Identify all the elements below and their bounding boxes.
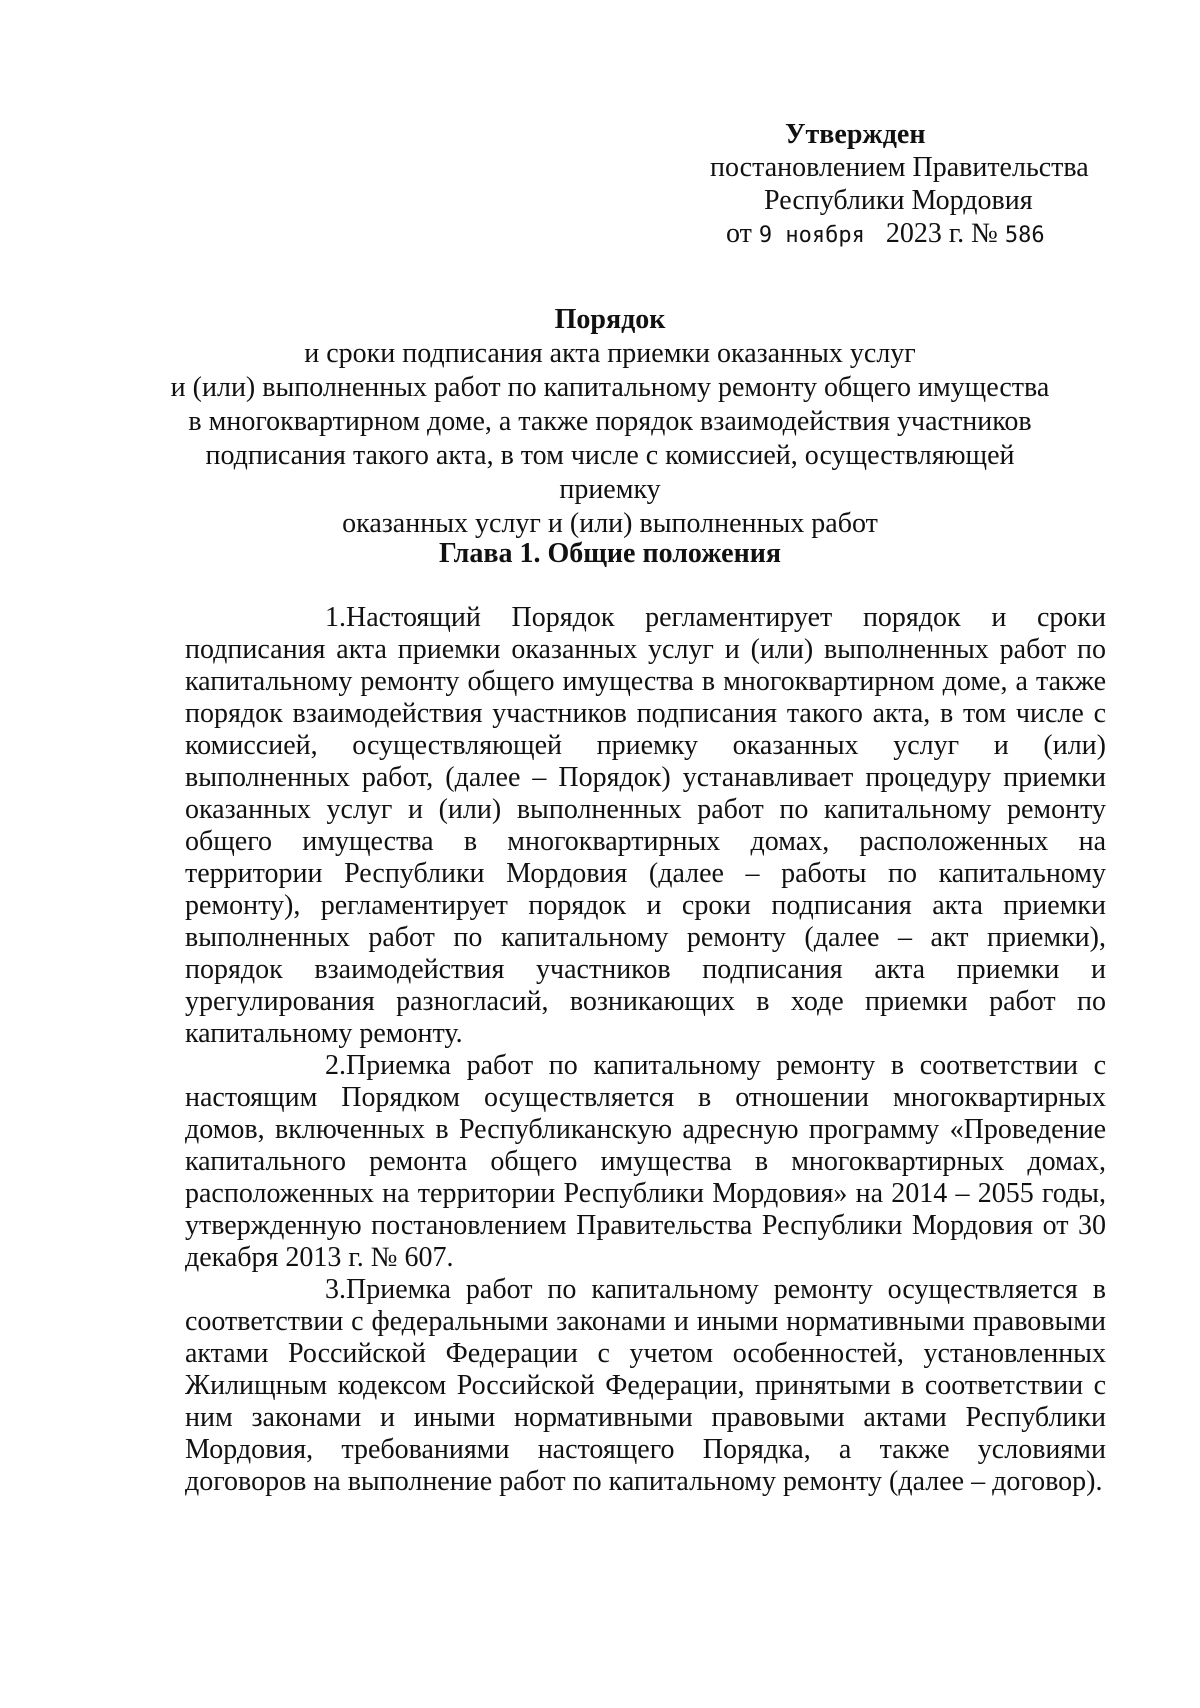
- heading-line-5: оказанных услуг и (или) выполненных работ: [342, 508, 878, 539]
- paragraph-3: [185, 1274, 1106, 1498]
- paragraph-1: [185, 602, 1106, 1050]
- heading-line-2: и (или) выполненных работ по капитальному ремонту общего имущества: [170, 372, 1050, 403]
- heading-line-4: подписания такого акта, в том числе с комиссией, осуществляющей приемку: [205, 440, 1015, 505]
- approval-line-2: Республики Мордовия: [764, 185, 1033, 216]
- document-heading: [160, 303, 1060, 541]
- paragraph-text: Приемка работ по капитальному ремонту осуществляется в соответствии с федеральными законами и иными нормативными правовыми актами Российской Федерации с учетом особенностей, установленных Жилищным кодексом Российской Федерации, принятыми в соответствии с ним законами и иными нормативными правовыми актами Республики Мордовия, требованиями настоящего Порядка, а также условиями договоров на выполнение работ по капитальному ремонту (далее – договор).: [185, 1274, 1106, 1497]
- paragraph-text: Приемка работ по капитальному ремонту в соответствии с настоящим Порядком осуществляется в отношении многоквартирных домов, включенных в Республиканскую адресную программу «Проведение капитального ремонта общего имущества в многоквартирных домах, расположенных на территории Республики Мордовия» на 2014 – 2055 годы, утвержденную постановлением Правительства Республики Мордовия от 30 декабря 2013 г. № 607.: [185, 1050, 1106, 1273]
- document-body: [185, 602, 1106, 1498]
- heading-line-3: в многоквартирном доме, а также порядок взаимодействия участников: [188, 406, 1032, 437]
- paragraph-text: Настоящий Порядок регламентирует порядок и сроки подписания акта приемки оказанных услуг и (или) выполненных работ по капитальному ремонту общего имущества в многоквартирном доме, а также порядок взаимодействия участников подписания такого акта, в том числе с комиссией, осуществляющей приемку оказанных услуг и (или) выполненных работ, (далее – Порядок) устанавливает процедуру приемки оказанных услуг и (или) выполненных работ по капитальному ремонту общего имущества в многоквартирных домах, расположенных на территории Республики Мордовия (далее – работы по капитальному ремонту), регламентирует порядок и сроки подписания акта приемки выполненных работ по капитальному ремонту (далее – акт приемки), порядок взаимодействия участников подписания акта приемки и урегулирования разногласий, возникающих в ходе приемки работ по капитальному ремонту.: [185, 602, 1106, 1049]
- approval-title: Утвержден: [785, 119, 926, 150]
- approval-line-1: постановлением Правительства: [710, 152, 1089, 183]
- heading-line-1: и сроки подписания акта приемки оказанных услуг: [304, 338, 916, 369]
- approval-year: 2023 г. №: [885, 218, 998, 249]
- approval-date-line: [690, 217, 1110, 252]
- approval-date-value: 9 ноября: [758, 223, 865, 248]
- paragraph-2: [185, 1050, 1106, 1274]
- approval-stamp: [690, 118, 1110, 252]
- paragraph-number: 1.: [325, 602, 346, 633]
- approval-number: 586: [1004, 223, 1045, 248]
- paragraph-number: 3.: [325, 1274, 346, 1305]
- chapter-title: Глава 1. Общие положения: [438, 538, 781, 569]
- paragraph-number: 2.: [325, 1050, 346, 1081]
- approval-date-prefix: от: [726, 218, 752, 249]
- document-title: Порядок: [554, 304, 666, 335]
